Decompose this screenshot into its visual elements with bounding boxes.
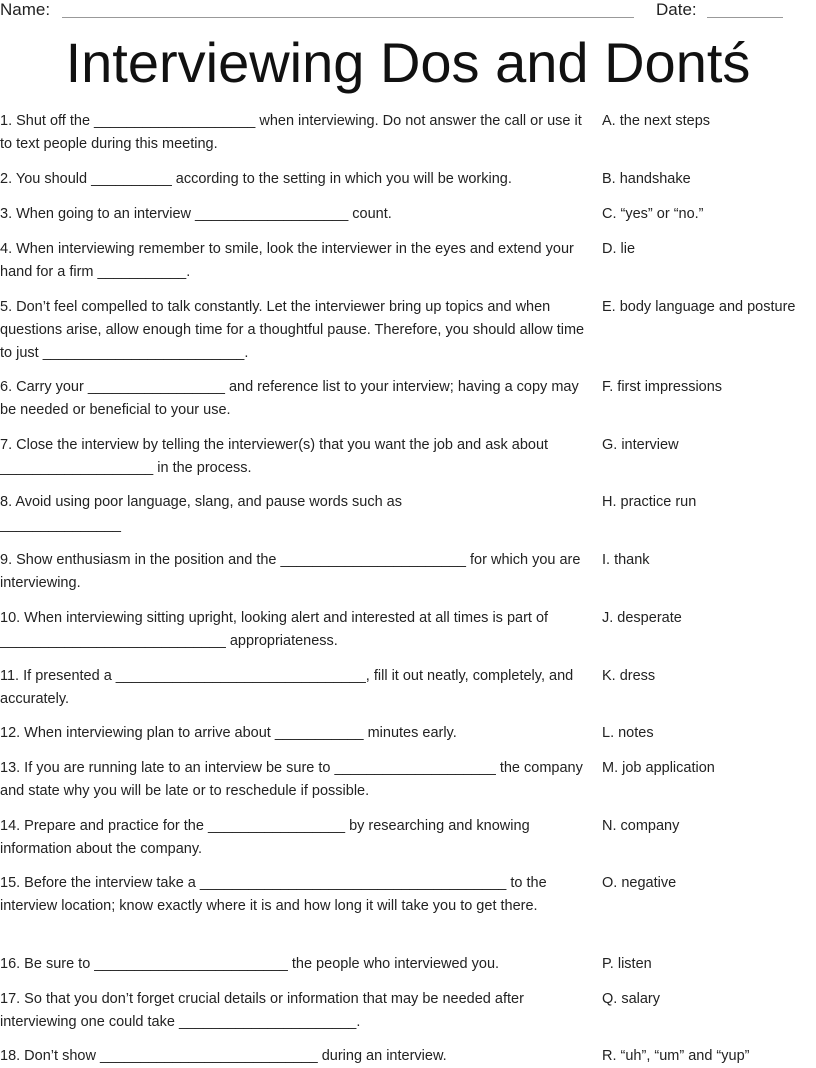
question-item: 18. Don’t show ___________________________ during an interview. (0, 1048, 447, 1064)
question-item: 16. Be sure to ________________________ the people who interviewed you. (0, 956, 500, 972)
answer-item: E. body language and posture (602, 299, 796, 315)
date-label: Date: (656, 0, 697, 19)
question-item: 8. Avoid using poor language, slang, and pause words such as _______________ (0, 494, 402, 533)
question-item: 10. When interviewing sitting upright, looking alert and interested at all times is part of ____________________________ appropriateness. (0, 610, 549, 649)
answer-item: O. negative (602, 875, 677, 891)
answer-item: L. notes (602, 725, 654, 741)
answer-item: D. lie (602, 241, 636, 257)
question-item: 2. You should __________ according to the setting in which you will be working. (0, 171, 512, 187)
question-item: 14. Prepare and practice for the _________________ by researching and knowing information about the company. (0, 818, 530, 857)
question-item: 15. Before the interview take a ______________________________________ to the interview location; know exactly where it is and how long it will take you to get there. (0, 875, 547, 914)
answer-item: F. first impressions (602, 379, 723, 395)
answer-item: A. the next steps (602, 113, 711, 129)
name-label: Name: (0, 0, 51, 19)
question-item: 11. If presented a _______________________________, fill it out neatly, completely, and accurately. (0, 668, 574, 707)
answer-item: Q. salary (602, 991, 661, 1007)
answer-item: G. interview (602, 437, 679, 453)
question-item: 12. When interviewing plan to arrive about ___________ minutes early. (0, 725, 457, 741)
answer-item: B. handshake (602, 171, 691, 187)
name-date-header (0, 0, 816, 24)
answer-item: I. thank (602, 552, 650, 568)
answer-item: C. “yes” or “no.” (602, 206, 704, 222)
answer-item: M. job application (602, 760, 715, 776)
question-item: 13. If you are running late to an interview be sure to ____________________ the company and state why you will be late or to reschedule if possible. (0, 760, 583, 799)
question-item: 7. Close the interview by telling the interviewer(s) that you want the job and ask about ___________________ in the process. (0, 437, 549, 476)
question-item: 4. When interviewing remember to smile, look the interviewer in the eyes and extend your hand for a firm ___________. (0, 241, 574, 280)
name-blank-line[interactable] (62, 17, 634, 18)
question-item: 6. Carry your _________________ and reference list to your interview; having a copy may be needed or beneficial to your use. (0, 379, 579, 418)
question-item: 9. Show enthusiasm in the position and the _______________________ for which you are interviewing. (0, 552, 581, 591)
worksheet-title: Interviewing Dos and Dontś (65, 31, 751, 94)
date-blank-line[interactable] (707, 17, 783, 18)
question-item: 1. Shut off the ____________________ when interviewing. Do not answer the call or use it to text people during this meeting. (0, 113, 582, 152)
answer-item: H. practice run (602, 494, 697, 510)
answer-item: R. “uh”, “um” and “yup” (602, 1048, 750, 1064)
answer-item: J. desperate (602, 610, 682, 626)
question-item: 17. So that you don’t forget crucial details or information that may be needed after interviewing one could take ______________________. (0, 991, 524, 1030)
question-item: 3. When going to an interview ___________________ count. (0, 206, 392, 222)
answer-item: P. listen (602, 956, 652, 972)
answer-item: K. dress (602, 668, 656, 684)
question-item: 5. Don’t feel compelled to talk constantly. Let the interviewer bring up topics and when questions arise, allow enough time for a thoughtful pause. Therefore, you should allow time to just _________________________. (0, 299, 585, 361)
answer-item: N. company (602, 818, 680, 834)
